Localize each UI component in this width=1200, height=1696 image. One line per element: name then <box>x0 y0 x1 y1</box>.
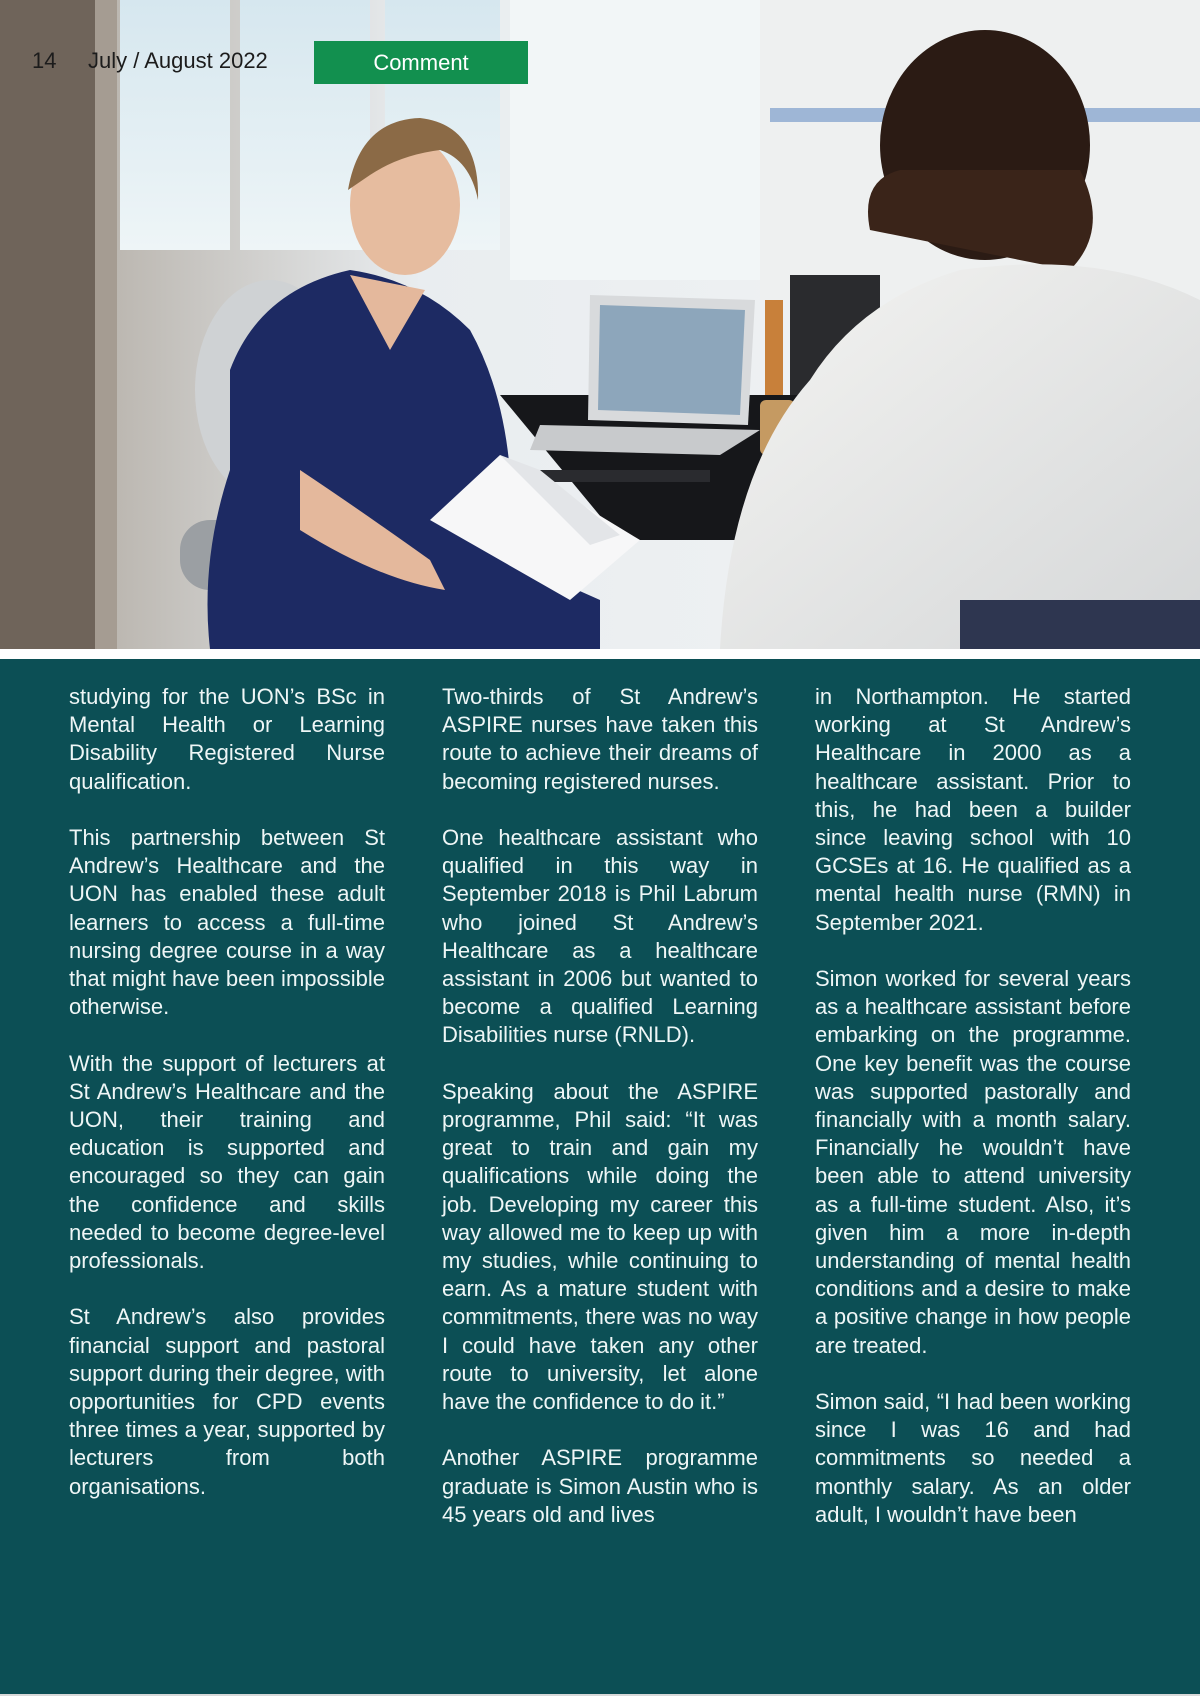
article-body <box>0 659 1200 1694</box>
article-column-2 <box>442 683 758 1557</box>
paragraph: One healthcare assistant who qualified in this way in September 2018 is Phil Labrum who joined St Andrew’s Healthcare as a healthcare assistant in 2006 but wanted to become a qualified Learning Disabilities nurse (RNLD). <box>442 825 758 1048</box>
paragraph: With the support of lecturers at St Andrew’s Healthcare and the UON, their training and education is supported and encouraged so they can gain the confidence and skills needed to become degree-level professionals. <box>69 1050 385 1274</box>
page-number: 14 <box>32 48 57 73</box>
paragraph: Speaking about the ASPIRE programme, Phil said: “It was great to train and gain my qualifications while doing the job. Developing my career this way allowed me to keep up with my studies, while continuing to earn. As a mature student with commitments, there was no way I could have taken any other route to university, let alone have the confidence to do it.” <box>442 1078 758 1415</box>
paragraph: Simon worked for several years as a healthcare assistant before embarking on the programme. One key benefit was the course was supported pastorally and financially with a month salary. Financially he wouldn’t have been able to attend university as a full-time student. Also, it’s given him a more in-depth understanding of mental health conditions and a desire to make a positive change in how people are treated. <box>815 966 1131 1358</box>
article-column-1 <box>69 683 385 1529</box>
hero-photo <box>0 0 1200 649</box>
paragraph: in Northampton. He started working at St Andrew’s Healthcare in 2000 as a healthcare assistant. Prior to this, he had been a builder since leaving school with 10 GCSEs at 16. He qualified as a mental health nurse (RMN) in September 2021. <box>815 684 1131 935</box>
issue-date: July / August 2022 <box>88 48 268 73</box>
paragraph: Simon said, “I had been working since I was 16 and had commitments so needed a monthly salary. As an older adult, I wouldn’t have been <box>815 1389 1131 1527</box>
paragraph: studying for the UON’s BSc in Mental Health or Learning Disability Registered Nurse qualification. <box>69 684 385 794</box>
paragraph: Two-thirds of St Andrew’s ASPIRE nurses have taken this route to achieve their dreams of becoming registered nurses. <box>442 684 758 794</box>
paragraph: Another ASPIRE programme graduate is Simon Austin who is 45 years old and lives <box>442 1445 758 1527</box>
paragraph: St Andrew’s also provides financial support and pastoral support during their degree, with opportunities for CPD events three times a year, supported by lecturers from both organisations. <box>69 1304 385 1499</box>
paragraph: This partnership between St Andrew’s Healthcare and the UON has enabled these adult learners to access a full-time nursing degree course in a way that might have been impossible otherwise. <box>69 825 385 1020</box>
photo-nurse-consultation-icon <box>0 0 1200 649</box>
section-tag: Comment <box>314 41 528 84</box>
article-column-3 <box>815 683 1131 1557</box>
